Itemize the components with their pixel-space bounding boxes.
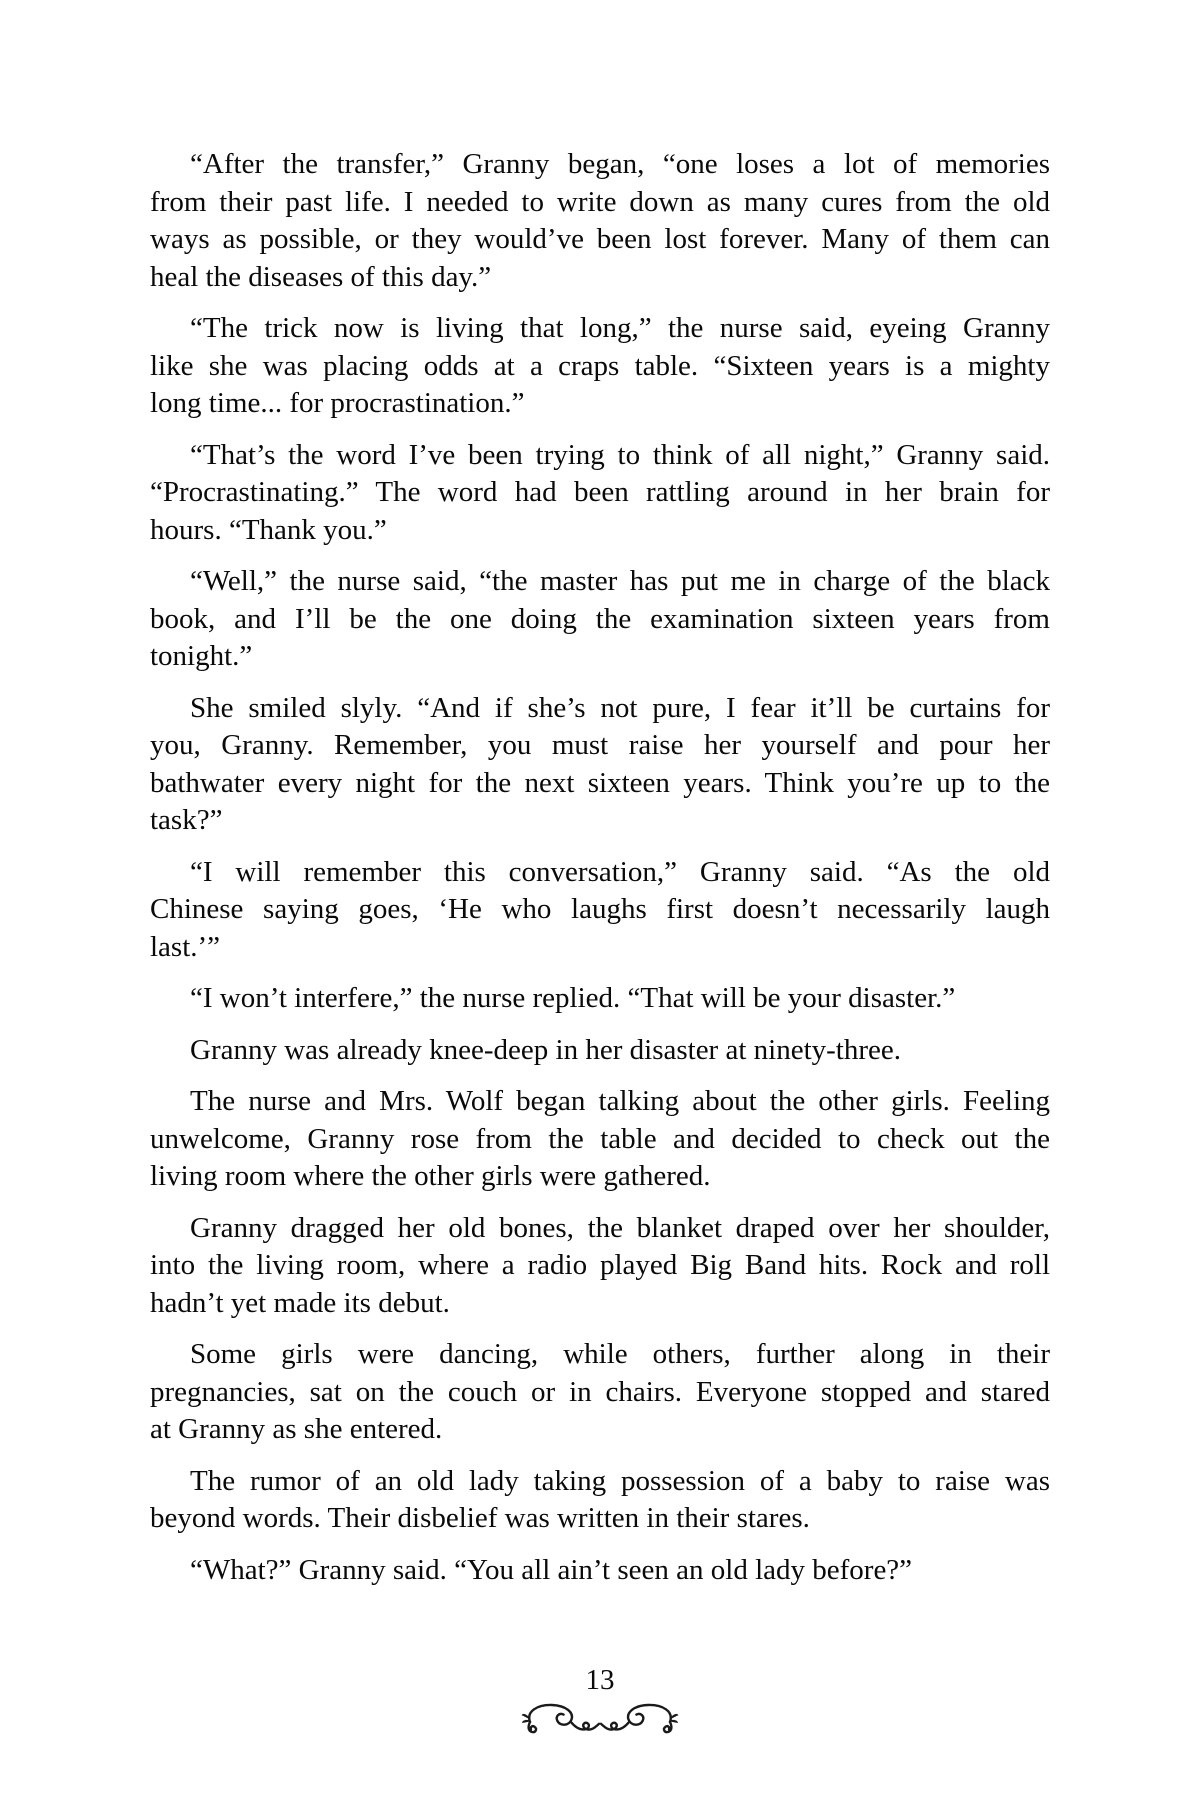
text-line: “I will remember this conversation,” Granny said. “As the old <box>190 855 1050 888</box>
text-line: hadn’t yet made its debut. <box>150 1286 450 1319</box>
text-line: you, Granny. Remember, you must raise her yourself and pour her <box>150 729 1050 761</box>
text-line: The rumor of an old lady taking possession of a baby to raise was <box>190 1464 1050 1497</box>
text-line: beyond words. Their disbelief was written in their stares. <box>150 1502 810 1534</box>
text-line: “The trick now is living that long,” the nurse said, eyeing Granny <box>190 312 1050 344</box>
paragraph <box>150 146 1050 296</box>
text-line: Chinese saying goes, ‘He who laughs first doesn’t necessarily laugh <box>150 893 1050 925</box>
paragraph <box>150 980 1050 1018</box>
text-line: “Procrastinating.” The word had been rattling around in her brain for <box>150 476 1050 508</box>
scroll-flourish-icon <box>521 1702 679 1745</box>
paragraph <box>150 437 1050 550</box>
text-line: book, and I’ll be the one doing the examination sixteen years from <box>150 602 1050 635</box>
text-line: into the living room, where a radio played Big Band hits. Rock and roll <box>150 1249 1050 1281</box>
paragraph <box>150 1552 1050 1590</box>
text-line: unwelcome, Granny rose from the table and decided to check out the <box>150 1122 1050 1155</box>
text-line: She smiled slyly. “And if she’s not pure, I fear it’ll be curtains for <box>190 691 1050 724</box>
paragraph <box>150 563 1050 676</box>
text-line: bathwater every night for the next sixteen years. Think you’re up to the <box>150 766 1050 799</box>
paragraph <box>150 854 1050 967</box>
paragraph <box>150 690 1050 840</box>
text-line: The nurse and Mrs. Wolf began talking about the other girls. Feeling <box>190 1085 1050 1117</box>
paragraph <box>150 1463 1050 1538</box>
text-line: hours. “Thank you.” <box>150 513 387 546</box>
paragraph <box>150 1032 1050 1070</box>
text-line: tonight.” <box>150 640 253 672</box>
text-line: “I won’t interfere,” the nurse replied. “That will be your disaster.” <box>190 982 956 1014</box>
text-line: pregnancies, sat on the couch or in chairs. Everyone stopped and stared <box>150 1375 1050 1408</box>
paragraph <box>150 1083 1050 1196</box>
text-line: like she was placing odds at a craps table. “Sixteen years is a mighty <box>150 349 1050 382</box>
text-line: last.’” <box>150 930 221 963</box>
text-line: ways as possible, or they would’ve been lost forever. Many of them can <box>150 223 1050 255</box>
paragraph <box>150 1336 1050 1449</box>
text-line: Granny was already knee-deep in her disaster at ninety-three. <box>190 1033 901 1066</box>
text-line: task?” <box>150 804 223 836</box>
footer-ornament <box>0 1702 1200 1745</box>
text-line: “Well,” the nurse said, “the master has put me in charge of the black <box>190 565 1050 597</box>
text-line: Granny dragged her old bones, the blanket draped over her shoulder, <box>190 1211 1050 1244</box>
text-line: from their past life. I needed to write down as many cures from the old <box>150 185 1050 218</box>
text-line: long time... for procrastination.” <box>150 387 525 419</box>
text-line: heal the diseases of this day.” <box>150 260 492 293</box>
paragraph <box>150 1210 1050 1323</box>
page-number: 13 <box>585 1664 615 1696</box>
text-line: “What?” Granny said. “You all ain’t seen an old lady before?” <box>190 1553 913 1586</box>
text-line: “That’s the word I’ve been trying to think of all night,” Granny said. <box>190 438 1050 471</box>
text-line: at Granny as she entered. <box>150 1413 443 1445</box>
text-line: Some girls were dancing, while others, further along in their <box>190 1338 1050 1370</box>
page-footer <box>0 1662 1200 1745</box>
text-line: “After the transfer,” Granny began, “one loses a lot of memories <box>190 148 1050 180</box>
page-text <box>150 146 1050 1589</box>
paragraph <box>150 310 1050 423</box>
text-line: living room where the other girls were gathered. <box>150 1160 711 1192</box>
